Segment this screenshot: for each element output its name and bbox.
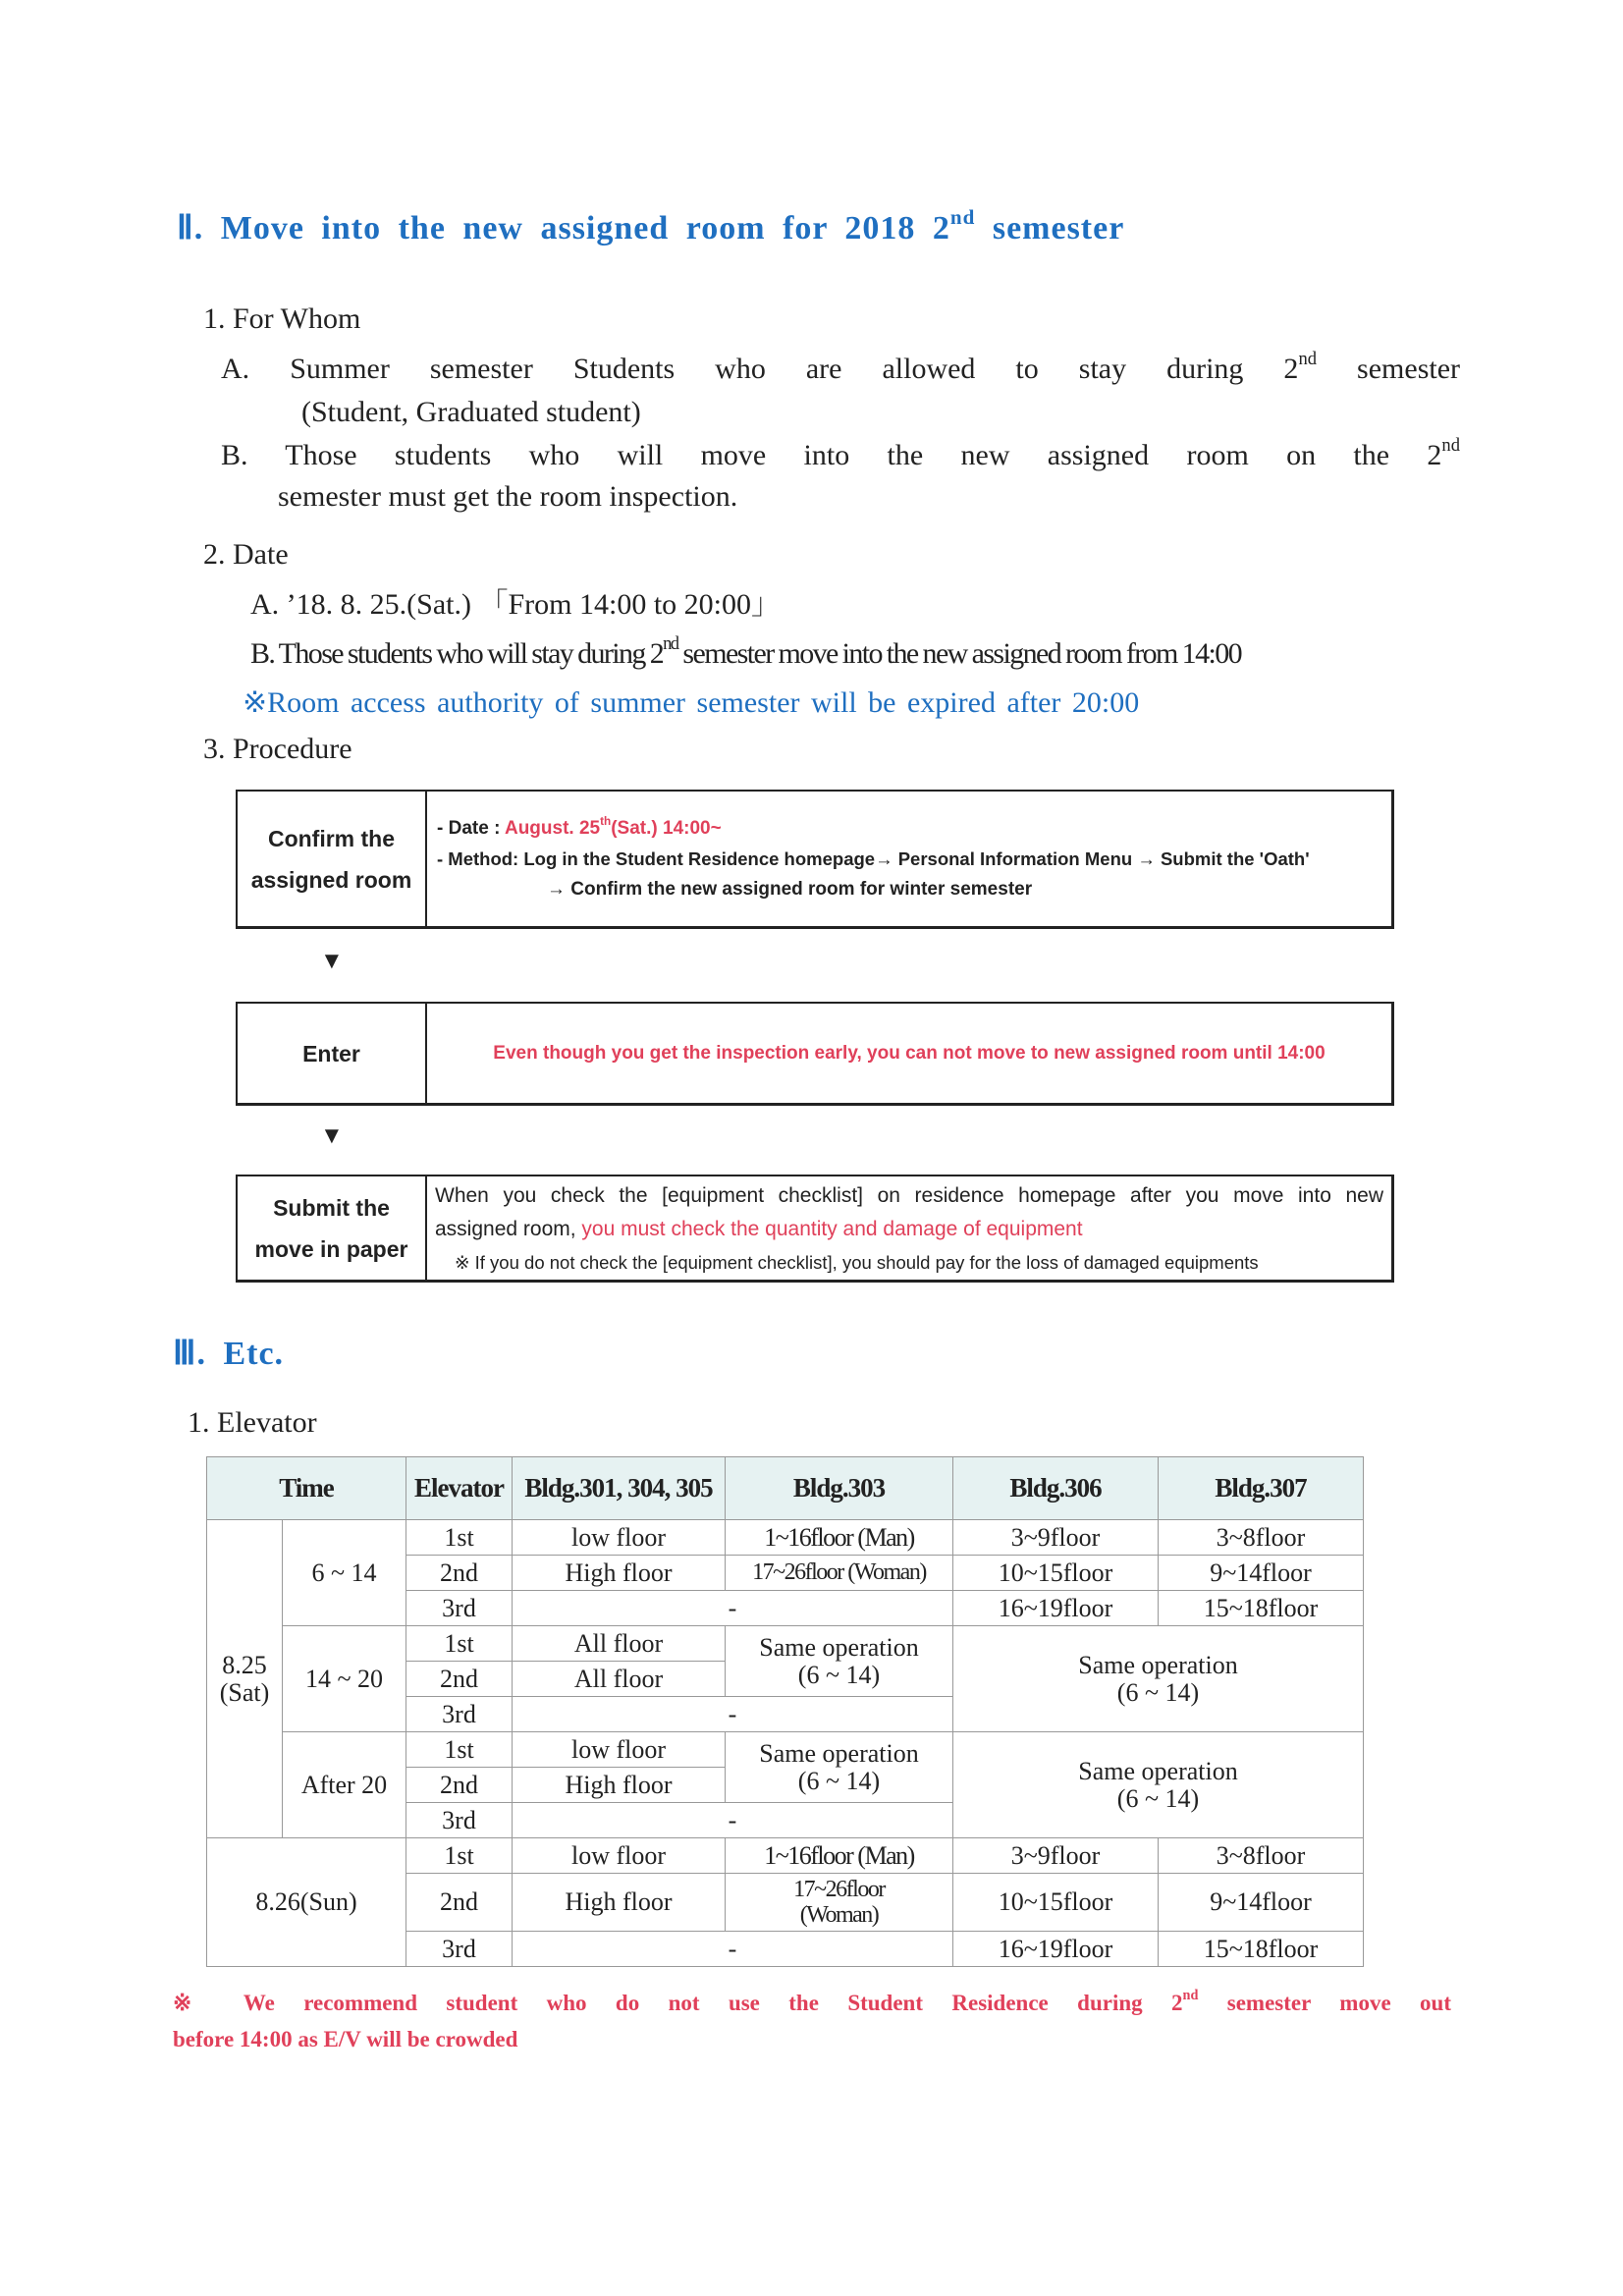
header-bldg-306: Bldg.306 — [953, 1457, 1159, 1520]
step-submit-line2-text: assigned room, — [435, 1217, 576, 1240]
table-cell: All floor — [513, 1626, 726, 1662]
step-enter-text: Even though you get the inspection early, you can not move to new assigned room until 14:00 — [493, 1042, 1325, 1064]
date-item-b-text-end: semester move into the new assigned room from 14:00 — [682, 637, 1242, 670]
table-cell: 15~18floor — [1159, 1591, 1364, 1626]
step-submit-line3: ※ If you do not check the [equipment checklist], you should pay for the loss of damaged equipments — [455, 1251, 1259, 1273]
step-submit-label-line2: move in paper — [254, 1235, 408, 1262]
same-operation-range: (6 ~ 14) — [1116, 1677, 1200, 1707]
step-submit-line2-warning: you must check the quantity and damage of equipment — [581, 1217, 1083, 1240]
section-2-numeral: Ⅱ. — [177, 210, 204, 246]
footer-note-line1 — [173, 1985, 1451, 2021]
item-a-text: Summer semester Students who are allowed to stay during 2 — [290, 353, 1299, 385]
elevator-heading: 1. Elevator — [188, 1406, 317, 1439]
elevator-cell: 3rd — [406, 1932, 513, 1967]
elevator-table — [206, 1456, 1364, 1967]
table-header-row — [207, 1457, 1364, 1520]
step-confirm-label-line1: Confirm the — [267, 825, 396, 851]
step-submit-line1: When you check the [equipment checklist] on residence homepage after you move into new — [435, 1183, 1383, 1207]
step-confirm-label-line2: assigned room — [250, 866, 412, 893]
date-heading: 2. Date — [203, 538, 289, 571]
step-confirm-label — [238, 792, 427, 926]
header-bldg-303: Bldg.303 — [726, 1457, 953, 1520]
procedure-step-enter — [236, 1002, 1394, 1106]
time-slot-cell: After 20 — [283, 1732, 406, 1838]
step-submit-content — [427, 1176, 1391, 1280]
table-cell: 9~14floor — [1159, 1874, 1364, 1932]
same-operation-text: Same operation — [1078, 1756, 1238, 1785]
item-a-label: A. — [221, 353, 250, 385]
table-cell: 3~9floor — [953, 1520, 1159, 1556]
step-confirm-content — [427, 792, 1391, 926]
procedure-step-submit — [236, 1175, 1394, 1283]
time-slot-cell: 14 ~ 20 — [283, 1626, 406, 1732]
table-cell: 16~19floor — [953, 1932, 1159, 1967]
table-cell — [953, 1732, 1364, 1838]
same-operation-text: Same operation — [759, 1632, 919, 1662]
table-row — [207, 1838, 1364, 1874]
table-row — [207, 1520, 1364, 1556]
woman-label: (Woman) — [799, 1902, 879, 1928]
elevator-cell: 3rd — [406, 1697, 513, 1732]
step-submit-label-line1: Submit the — [273, 1194, 390, 1221]
date-access-note: ※Room access authority of summer semester will be expired after 20:00 — [243, 686, 1140, 719]
step-confirm-date — [437, 813, 1380, 844]
table-cell: 3~8floor — [1159, 1838, 1364, 1874]
table-cell: low floor — [513, 1838, 726, 1874]
table-cell: 1~16floor (Man) — [726, 1838, 953, 1874]
step-submit-label — [238, 1176, 427, 1280]
step-confirm-date-sup: th — [600, 814, 612, 828]
footer-note-sup: nd — [1182, 1988, 1199, 2004]
section-3-numeral: Ⅲ. — [173, 1336, 206, 1372]
date-cell-826: 8.26(Sun) — [207, 1838, 406, 1967]
table-cell: High floor — [513, 1556, 726, 1591]
date-cell-825: 8.25 (Sat) — [207, 1520, 283, 1838]
header-bldg-307: Bldg.307 — [1159, 1457, 1364, 1520]
table-cell: - — [513, 1697, 953, 1732]
table-cell: 9~14floor — [1159, 1556, 1364, 1591]
elevator-cell: 1st — [406, 1838, 513, 1874]
step-enter-content — [427, 1004, 1391, 1103]
elevator-cell: 3rd — [406, 1803, 513, 1838]
header-time: Time — [207, 1457, 406, 1520]
item-b-label: B. — [221, 439, 248, 471]
table-cell: 15~18floor — [1159, 1932, 1364, 1967]
header-elevator: Elevator — [406, 1457, 513, 1520]
section-3-title — [173, 1334, 284, 1373]
item-b-text: Those students who will move into the new assigned room on the 2 — [285, 439, 1442, 471]
section-2-title-text: Move into the new assigned room for 2018 2 — [220, 210, 950, 246]
step-enter-label: Enter — [238, 1004, 427, 1103]
same-operation-text: Same operation — [759, 1738, 919, 1768]
same-operation-range: (6 ~ 14) — [797, 1766, 881, 1795]
arrow-down-icon: ▼ — [320, 1123, 344, 1149]
table-cell: 16~19floor — [953, 1591, 1159, 1626]
date-item-b-text: B. Those students who will stay during 2 — [250, 637, 664, 670]
woman-floor-range: 17~26floor — [793, 1877, 885, 1902]
table-cell: High floor — [513, 1874, 726, 1932]
section-3-title-text: Etc. — [223, 1336, 285, 1372]
procedure-step-confirm — [236, 790, 1394, 929]
step-confirm-date-value: August. 25 — [504, 818, 601, 839]
table-cell — [726, 1626, 953, 1697]
elevator-cell: 2nd — [406, 1662, 513, 1697]
for-whom-item-b — [221, 434, 1460, 477]
item-a-text-end: semester — [1357, 353, 1461, 385]
for-whom-item-b-line2: semester must get the room inspection. — [278, 480, 738, 513]
same-operation-range: (6 ~ 14) — [1116, 1783, 1200, 1813]
section-2-title — [177, 204, 1125, 247]
table-cell: 3~8floor — [1159, 1520, 1364, 1556]
table-cell — [726, 1874, 953, 1932]
elevator-cell: 1st — [406, 1732, 513, 1768]
elevator-cell: 2nd — [406, 1768, 513, 1803]
elevator-cell: 2nd — [406, 1874, 513, 1932]
step-confirm-method-line2: → Confirm the new assigned room for winter semester — [547, 879, 1033, 900]
elevator-cell: 2nd — [406, 1556, 513, 1591]
footer-note-text-end: semester move out — [1226, 1991, 1451, 2015]
table-cell: - — [513, 1932, 953, 1967]
item-a-sup: nd — [1298, 349, 1318, 370]
for-whom-item-a-line2: (Student, Graduated student) — [301, 396, 641, 428]
date-item-a: A. ’18. 8. 25.(Sat.) 「From 14:00 to 20:00」 — [250, 588, 781, 621]
step-confirm-date-prefix: - Date : — [437, 818, 501, 839]
for-whom-item-a — [221, 348, 1460, 391]
table-row — [207, 1732, 1364, 1768]
table-cell: low floor — [513, 1732, 726, 1768]
footer-note-line2: before 14:00 as E/V will be crowded — [173, 2027, 518, 2051]
date-item-b-sup: nd — [663, 633, 678, 655]
footer-note-text: ※ We recommend student who do not use the Student Residence during 2 — [173, 1991, 1183, 2015]
table-cell: 3~9floor — [953, 1838, 1159, 1874]
table-cell: 10~15floor — [953, 1874, 1159, 1932]
step-confirm-date-value-end: (Sat.) 14:00~ — [611, 818, 722, 839]
step-submit-line2 — [435, 1213, 1383, 1246]
arrow-down-icon: ▼ — [320, 949, 344, 974]
header-bldg-301-304-305: Bldg.301, 304, 305 — [513, 1457, 726, 1520]
time-slot-cell: 6 ~ 14 — [283, 1520, 406, 1626]
section-2-title-end: semester — [992, 210, 1125, 246]
table-cell: High floor — [513, 1768, 726, 1803]
elevator-cell: 3rd — [406, 1591, 513, 1626]
section-2-title-sup: nd — [949, 204, 976, 229]
table-cell: All floor — [513, 1662, 726, 1697]
table-cell: - — [513, 1591, 953, 1626]
table-cell: 17~26floor (Woman) — [726, 1556, 953, 1591]
procedure-heading: 3. Procedure — [203, 733, 352, 765]
table-cell — [953, 1626, 1364, 1732]
step-confirm-method: - Method: Log in the Student Residence homepage→ Personal Information Menu → Submit the 'Oath' — [437, 848, 1310, 869]
elevator-cell: 1st — [406, 1626, 513, 1662]
table-cell: - — [513, 1803, 953, 1838]
table-row — [207, 1626, 1364, 1662]
date-item-b — [250, 632, 1241, 676]
same-operation-range: (6 ~ 14) — [797, 1660, 881, 1689]
table-cell: 1~16floor (Man) — [726, 1520, 953, 1556]
item-b-sup: nd — [1441, 435, 1460, 457]
for-whom-heading: 1. For Whom — [203, 302, 361, 335]
table-cell — [726, 1732, 953, 1803]
elevator-cell: 1st — [406, 1520, 513, 1556]
table-cell: low floor — [513, 1520, 726, 1556]
same-operation-text: Same operation — [1078, 1650, 1238, 1679]
table-cell: 10~15floor — [953, 1556, 1159, 1591]
